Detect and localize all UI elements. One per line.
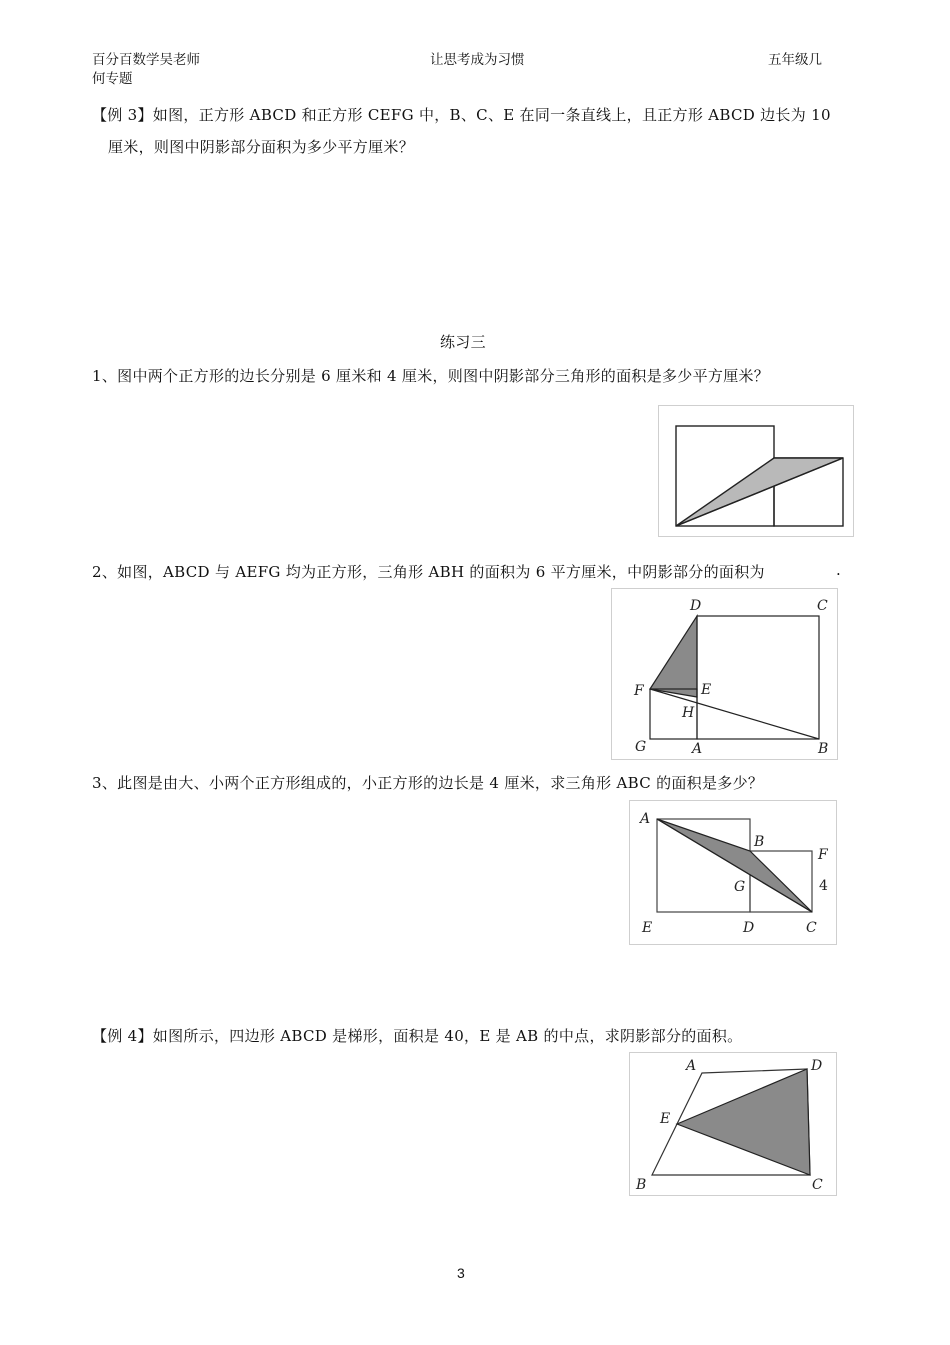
label-D: D	[811, 1058, 823, 1074]
example3-line1: 【例 3】如图，正方形 ABCD 和正方形 CEFG 中，B、C、E 在同一条直线上，且正方形 ABCD 边长为 10	[92, 106, 831, 124]
problem2-diagram	[612, 589, 837, 759]
label-D: D	[743, 920, 755, 936]
problem1-figure	[658, 405, 854, 537]
problem2-figure	[611, 588, 838, 760]
problem1-diagram	[659, 406, 853, 536]
label-B: B	[636, 1177, 647, 1193]
problem3-diagram	[630, 801, 836, 944]
example4-figure	[629, 1052, 837, 1196]
label-A: A	[692, 741, 703, 757]
problem3-figure	[629, 800, 837, 945]
label-side-length: 4	[819, 878, 828, 894]
shaded-region	[650, 616, 697, 697]
problem2-end-mark: .	[836, 561, 842, 579]
example4-diagram	[630, 1053, 836, 1195]
header-center: 让思考成为习惯	[430, 52, 525, 68]
label-A: A	[686, 1058, 697, 1074]
label-B: B	[754, 834, 765, 850]
label-F: F	[634, 683, 644, 699]
label-G: G	[734, 879, 746, 895]
label-E: E	[642, 920, 653, 936]
label-C: C	[806, 920, 817, 936]
label-H: H	[682, 705, 695, 721]
header-left-line1: 百分百数学吴老师	[92, 52, 200, 68]
label-B: B	[818, 741, 829, 757]
header-right: 五年级几	[768, 52, 822, 68]
problem2-text: 2、如图，ABCD 与 AEFG 均为正方形，三角形 ABH 的面积为 6 平方厘米，中阴影部分的面积为	[92, 563, 765, 581]
problem1-text: 1、图中两个正方形的边长分别是 6 厘米和 4 厘米，则图中阴影部分三角形的面积是多少平方厘米？	[92, 367, 770, 385]
page-number: 3	[457, 1265, 465, 1281]
line-fb	[650, 689, 819, 739]
example3-line2: 厘米，则图中阴影部分面积为多少平方厘米？	[108, 138, 415, 156]
label-C: C	[812, 1177, 823, 1193]
header-left-line2: 何专题	[92, 71, 133, 87]
line-ac	[657, 819, 812, 912]
shaded-triangle-edc	[677, 1069, 810, 1175]
practice-title: 练习三	[440, 333, 486, 351]
label-E: E	[660, 1111, 671, 1127]
example4-text: 【例 4】如图所示，四边形 ABCD 是梯形，面积是 40，E 是 AB 的中点，求阴影部分的面积。	[92, 1027, 743, 1045]
label-C: C	[817, 598, 828, 614]
label-E: E	[701, 682, 712, 698]
problem3-text: 3、此图是由大、小两个正方形组成的，小正方形的边长是 4 厘米，求三角形 ABC 的面积是多少？	[92, 774, 764, 792]
label-D: D	[690, 598, 702, 614]
label-A: A	[640, 811, 651, 827]
label-G: G	[635, 739, 647, 755]
label-F: F	[818, 847, 828, 863]
